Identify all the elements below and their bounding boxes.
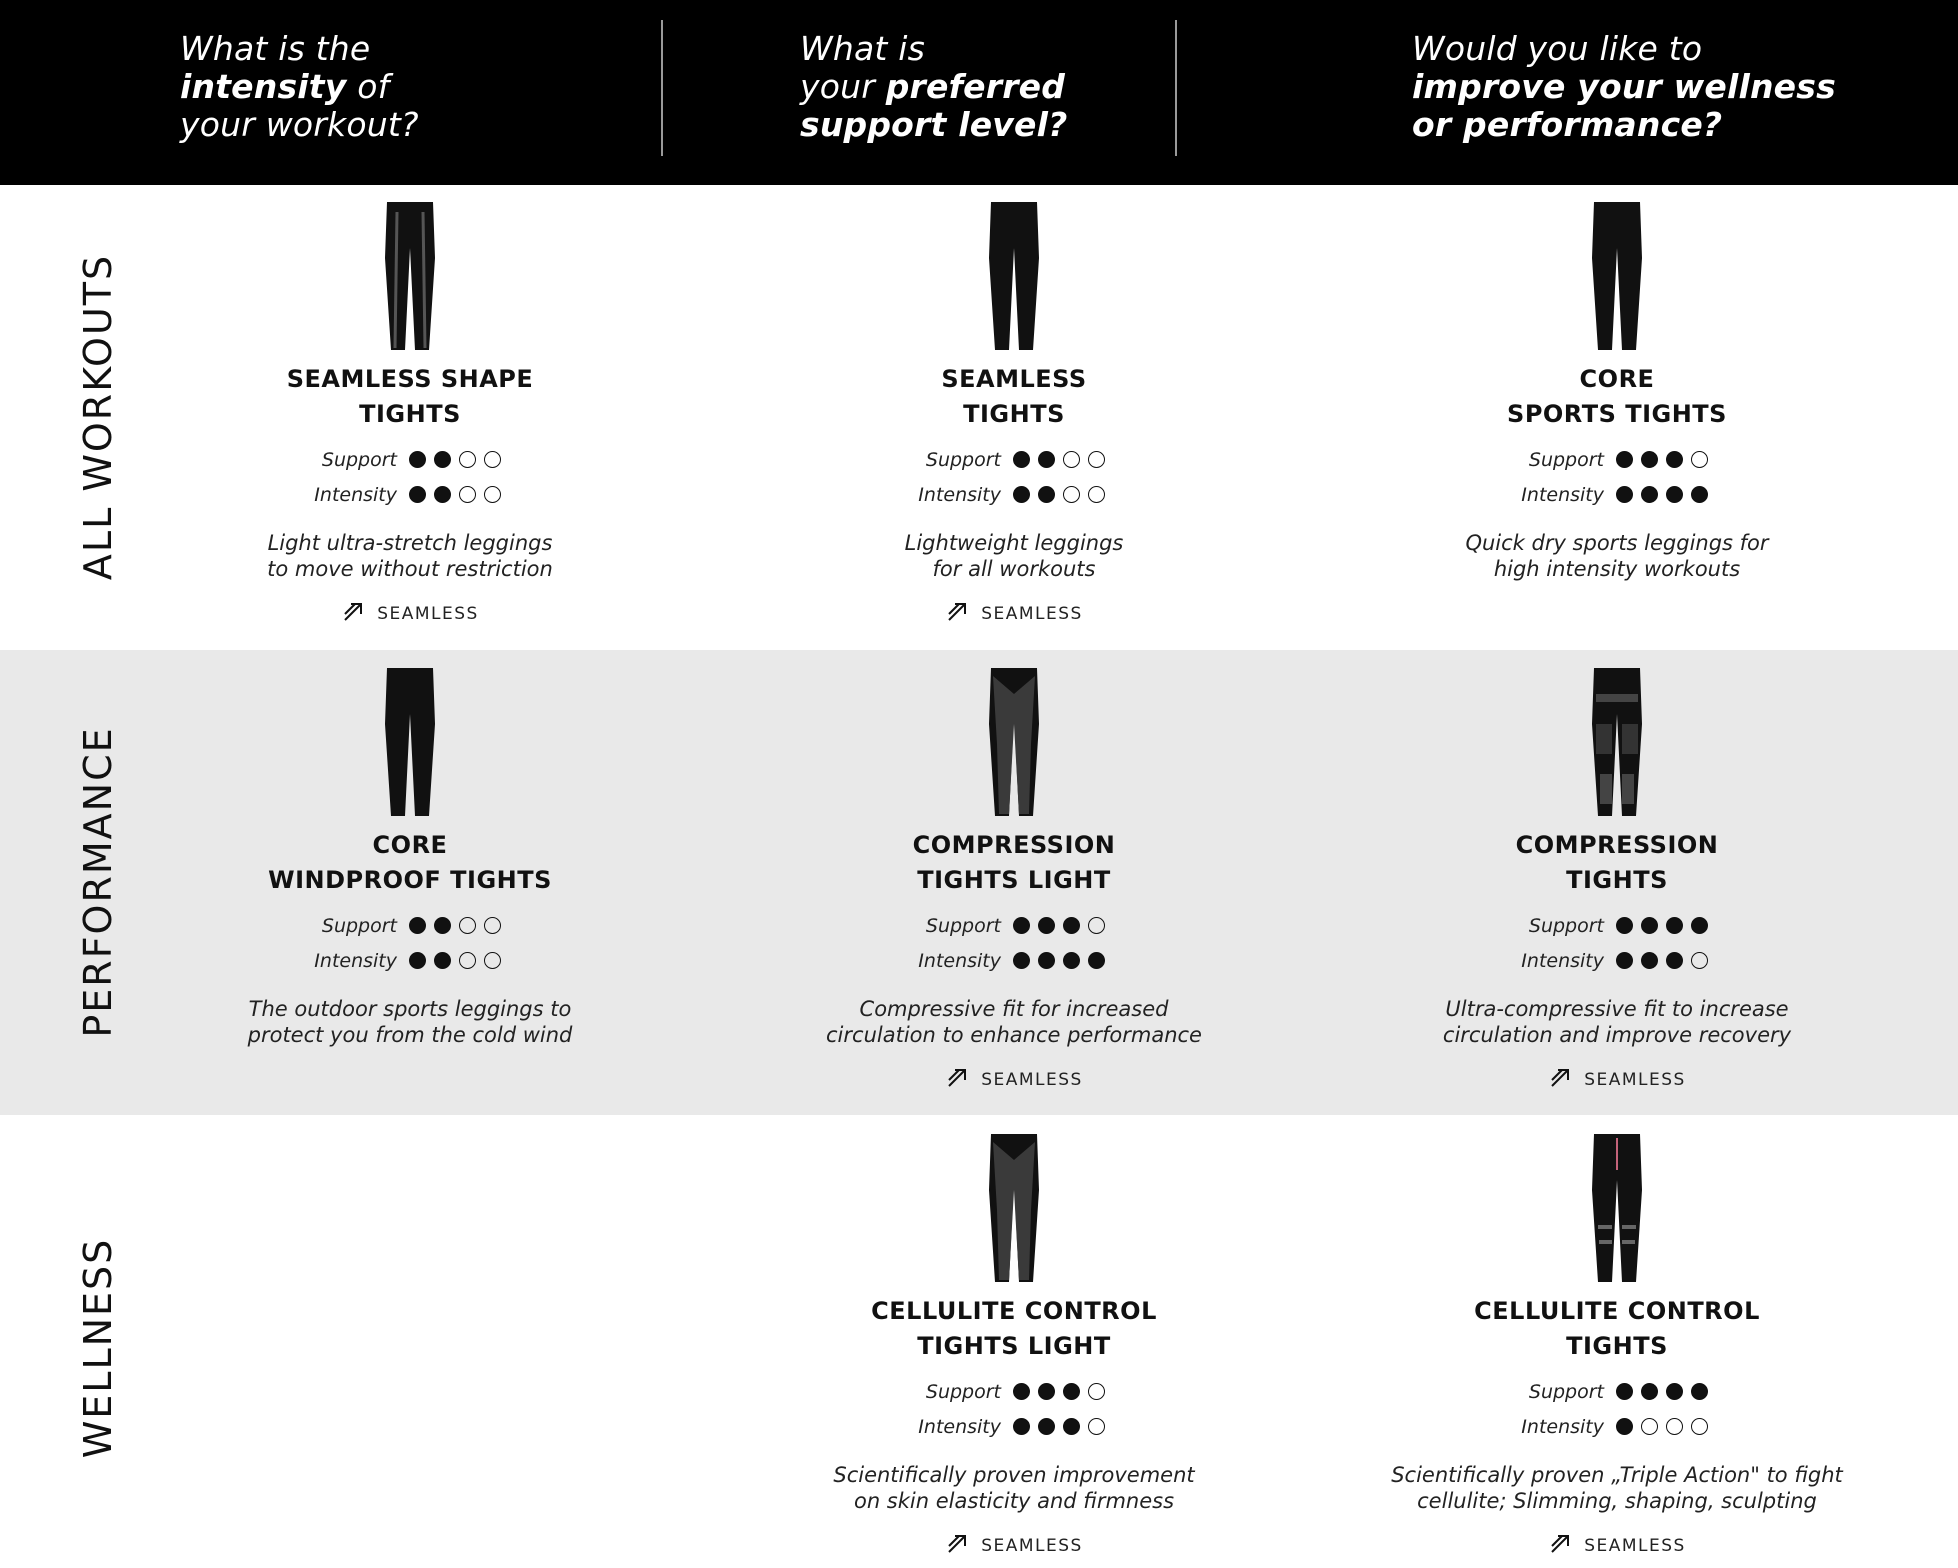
rating-dot: [1088, 1418, 1105, 1435]
support-rating: [784, 442, 1244, 477]
product-description-line1: Scientifically proven „Triple Action" to fight: [1391, 1463, 1843, 1487]
product-name: [180, 362, 640, 432]
product-name-line1: CELLULITE CONTROL: [1474, 1297, 1760, 1325]
rating-dot: [484, 952, 501, 969]
product-description: [180, 996, 640, 1048]
intensity-rating: [784, 477, 1244, 512]
ratings: [180, 908, 640, 978]
rating-dot: [1038, 952, 1055, 969]
leggings-icon: [1387, 198, 1847, 354]
product-description: [1387, 530, 1847, 582]
product-card[interactable]: [784, 1130, 1244, 1561]
rating-dot: [409, 451, 426, 468]
rating-dot: [1691, 486, 1708, 503]
rating-dot: [1063, 486, 1080, 503]
product-name-line1: SEAMLESS: [941, 365, 1087, 393]
header-q2-line3: support level?: [800, 105, 1068, 144]
rating-dot: [1641, 917, 1658, 934]
rating-dot: [1616, 1418, 1633, 1435]
product-card[interactable]: [1387, 1130, 1847, 1561]
support-label: Support: [1528, 1380, 1604, 1403]
rating-dot: [1013, 451, 1030, 468]
product-name-line1: CELLULITE CONTROL: [871, 1297, 1157, 1325]
intensity-dots: [409, 952, 513, 969]
intensity-dots: [1013, 1418, 1117, 1435]
rating-dot: [1088, 917, 1105, 934]
seamless-badge: [784, 1064, 1244, 1095]
header-q1-rest: of: [346, 67, 390, 106]
leggings-icon: [1387, 664, 1847, 820]
header-q2-line1: What is: [800, 29, 925, 68]
support-rating: [180, 442, 640, 477]
support-dots: [1013, 1383, 1117, 1400]
product-description-line1: The outdoor sports leggings to: [248, 997, 572, 1021]
support-rating: [784, 1374, 1244, 1409]
product-description-line1: Ultra-compressive fit to increase: [1445, 997, 1789, 1021]
rating-dot: [1666, 451, 1683, 468]
seamless-label: SEAMLESS: [981, 1535, 1083, 1556]
rating-dot: [1063, 1418, 1080, 1435]
product-card[interactable]: [180, 664, 640, 1048]
support-label: Support: [321, 914, 397, 937]
rating-dot: [434, 952, 451, 969]
product-description: [784, 530, 1244, 582]
rating-dot: [1088, 952, 1105, 969]
rating-dot: [1641, 1418, 1658, 1435]
intensity-label: Intensity: [918, 1415, 1001, 1438]
product-name-line1: COMPRESSION: [1515, 831, 1719, 859]
intensity-dots: [1616, 1418, 1720, 1435]
header-question-intensity: [180, 30, 419, 144]
rating-dot: [1013, 486, 1030, 503]
seamless-arrow-icon: [341, 598, 367, 629]
product-description: [1387, 996, 1847, 1048]
intensity-rating: [180, 943, 640, 978]
ratings: [1387, 908, 1847, 978]
rating-dot: [1063, 917, 1080, 934]
product-name-line1: COMPRESSION: [912, 831, 1116, 859]
support-dots: [1616, 451, 1720, 468]
header-bar: [0, 0, 1958, 185]
intensity-label: Intensity: [918, 483, 1001, 506]
rating-dot: [1038, 1418, 1055, 1435]
product-description-line1: Compressive fit for increased: [859, 997, 1169, 1021]
product-card[interactable]: [784, 198, 1244, 629]
header-q2-line2: [800, 68, 1067, 106]
product-name-line1: CORE: [1579, 365, 1655, 393]
product-name-line2: SPORTS TIGHTS: [1507, 400, 1727, 428]
intensity-label: Intensity: [1521, 1415, 1604, 1438]
header-q2-line2a: your: [800, 67, 886, 106]
support-rating: [180, 908, 640, 943]
rating-dot: [1691, 952, 1708, 969]
rating-dot: [484, 486, 501, 503]
rating-dot: [1616, 486, 1633, 503]
intensity-label: Intensity: [314, 483, 397, 506]
product-description: [180, 530, 640, 582]
rating-dot: [1038, 486, 1055, 503]
seamless-arrow-icon: [945, 1530, 971, 1561]
rating-dot: [1088, 1383, 1105, 1400]
product-card[interactable]: [1387, 664, 1847, 1095]
intensity-rating: [784, 943, 1244, 978]
product-name: [1387, 828, 1847, 898]
support-label: Support: [925, 914, 1001, 937]
support-label: Support: [321, 448, 397, 471]
ratings: [784, 1374, 1244, 1444]
header-q3-line2: improve your wellness: [1412, 67, 1836, 106]
product-name: [784, 828, 1244, 898]
support-label: Support: [1528, 448, 1604, 471]
row-label-text: PERFORMANCE: [76, 726, 120, 1038]
rating-dot: [434, 917, 451, 934]
product-name-line2: TIGHTS LIGHT: [917, 866, 1111, 894]
support-rating: [784, 908, 1244, 943]
seamless-label: SEAMLESS: [981, 1069, 1083, 1090]
rating-dot: [1666, 917, 1683, 934]
support-dots: [1013, 917, 1117, 934]
header-q2-line3-wrap: [800, 106, 1067, 144]
rating-dot: [1088, 486, 1105, 503]
header-q1-line2: [180, 68, 419, 106]
intensity-rating: [1387, 1409, 1847, 1444]
support-dots: [1013, 451, 1117, 468]
rating-dot: [434, 451, 451, 468]
rating-dot: [1666, 952, 1683, 969]
product-name-line2: TIGHTS: [1566, 1332, 1668, 1360]
rating-dot: [459, 917, 476, 934]
support-label: Support: [1528, 914, 1604, 937]
support-dots: [409, 917, 513, 934]
leggings-icon: [180, 198, 640, 354]
rating-dot: [1038, 1383, 1055, 1400]
header-question-wellness: [1412, 30, 1836, 144]
intensity-dots: [1013, 952, 1117, 969]
ratings: [1387, 1374, 1847, 1444]
rating-dot: [1013, 917, 1030, 934]
product-description-line1: Scientifically proven improvement: [833, 1463, 1195, 1487]
seamless-label: SEAMLESS: [1584, 1069, 1686, 1090]
rating-dot: [1063, 1383, 1080, 1400]
header-q2-line2b: preferred: [885, 67, 1066, 106]
intensity-dots: [1616, 952, 1720, 969]
support-rating: [1387, 908, 1847, 943]
product-name-line2: TIGHTS LIGHT: [917, 1332, 1111, 1360]
seamless-badge: [784, 1530, 1244, 1561]
rating-dot: [1691, 917, 1708, 934]
seamless-arrow-icon: [945, 1064, 971, 1095]
row-label-text: WELLNESS: [76, 1237, 120, 1459]
product-name: [180, 828, 640, 898]
product-description-line1: Quick dry sports leggings for: [1465, 531, 1769, 555]
support-label: Support: [925, 1380, 1001, 1403]
rating-dot: [484, 917, 501, 934]
leggings-icon: [784, 198, 1244, 354]
rating-dot: [1691, 451, 1708, 468]
rating-dot: [1616, 952, 1633, 969]
rating-dot: [459, 451, 476, 468]
seamless-label: SEAMLESS: [1584, 1535, 1686, 1556]
rating-dot: [434, 486, 451, 503]
intensity-dots: [1616, 486, 1720, 503]
intensity-rating: [1387, 477, 1847, 512]
rating-dot: [1013, 1418, 1030, 1435]
rating-dot: [1616, 917, 1633, 934]
rating-dot: [1038, 917, 1055, 934]
support-rating: [1387, 442, 1847, 477]
rating-dot: [1666, 1383, 1683, 1400]
support-rating: [1387, 1374, 1847, 1409]
header-divider: [1175, 20, 1177, 156]
rating-dot: [1666, 486, 1683, 503]
ratings: [784, 908, 1244, 978]
rating-dot: [459, 486, 476, 503]
support-dots: [409, 451, 513, 468]
rating-dot: [484, 451, 501, 468]
rating-dot: [1088, 451, 1105, 468]
product-description-line2: circulation to enhance performance: [826, 1023, 1202, 1047]
intensity-label: Intensity: [314, 949, 397, 972]
leggings-icon: [784, 664, 1244, 820]
product-name-line2: TIGHTS: [963, 400, 1065, 428]
rating-dot: [409, 486, 426, 503]
ratings: [1387, 442, 1847, 512]
row-label-text: ALL WORKOUTS: [76, 253, 120, 581]
intensity-rating: [784, 1409, 1244, 1444]
seamless-label: SEAMLESS: [377, 603, 479, 624]
product-name-line1: CORE: [372, 831, 448, 859]
rating-dot: [1616, 1383, 1633, 1400]
product-description-line1: Light ultra-stretch leggings: [267, 531, 553, 555]
intensity-label: Intensity: [1521, 483, 1604, 506]
rating-dot: [1691, 1383, 1708, 1400]
product-name: [784, 362, 1244, 432]
header-q3-line3: or performance?: [1412, 105, 1723, 144]
ratings: [180, 442, 640, 512]
intensity-label: Intensity: [918, 949, 1001, 972]
seamless-label: SEAMLESS: [981, 603, 1083, 624]
product-description-line2: high intensity workouts: [1493, 557, 1741, 581]
header-divider: [661, 20, 663, 156]
product-card[interactable]: [1387, 198, 1847, 582]
header-q1-line3: your workout?: [180, 105, 419, 144]
product-name: [784, 1294, 1244, 1364]
rating-dot: [1063, 952, 1080, 969]
rating-dot: [1013, 952, 1030, 969]
product-description-line2: for all workouts: [932, 557, 1096, 581]
product-description: [784, 1462, 1244, 1514]
product-name: [1387, 1294, 1847, 1364]
header-q3-line2-wrap: [1412, 68, 1836, 106]
rating-dot: [1616, 451, 1633, 468]
product-name: [1387, 362, 1847, 432]
header-q3-line3-wrap: [1412, 106, 1836, 144]
rating-dot: [1641, 1383, 1658, 1400]
rating-dot: [1691, 1418, 1708, 1435]
seamless-arrow-icon: [1548, 1064, 1574, 1095]
support-label: Support: [925, 448, 1001, 471]
product-description: [1387, 1462, 1847, 1514]
product-name-line2: TIGHTS: [359, 400, 461, 428]
support-dots: [1616, 1383, 1720, 1400]
ratings: [784, 442, 1244, 512]
leggings-icon: [1387, 1130, 1847, 1286]
product-description-line2: circulation and improve recovery: [1442, 1023, 1792, 1047]
intensity-dots: [409, 486, 513, 503]
product-card[interactable]: [784, 664, 1244, 1095]
leggings-icon: [784, 1130, 1244, 1286]
seamless-badge: [1387, 1064, 1847, 1095]
product-description: [784, 996, 1244, 1048]
product-description-line2: protect you from the cold wind: [247, 1023, 573, 1047]
product-name-line2: WINDPROOF TIGHTS: [268, 866, 552, 894]
rating-dot: [1641, 952, 1658, 969]
rating-dot: [1666, 1418, 1683, 1435]
rating-dot: [1038, 451, 1055, 468]
seamless-badge: [1387, 1530, 1847, 1561]
rating-dot: [409, 917, 426, 934]
seamless-arrow-icon: [945, 598, 971, 629]
intensity-dots: [1013, 486, 1117, 503]
header-q3-line1: Would you like to: [1412, 29, 1703, 68]
header-question-support: [800, 30, 1067, 144]
rating-dot: [1013, 1383, 1030, 1400]
rating-dot: [1641, 451, 1658, 468]
rating-dot: [1641, 486, 1658, 503]
header-q1-bold: intensity: [180, 67, 347, 106]
seamless-arrow-icon: [1548, 1530, 1574, 1561]
rating-dot: [409, 952, 426, 969]
product-description-line2: on skin elasticity and firmness: [853, 1489, 1175, 1513]
seamless-badge: [180, 598, 640, 629]
intensity-rating: [180, 477, 640, 512]
product-name-line1: SEAMLESS SHAPE: [286, 365, 534, 393]
rating-dot: [1063, 451, 1080, 468]
product-description-line2: cellulite; Slimming, shaping, sculpting: [1417, 1489, 1817, 1513]
support-dots: [1616, 917, 1720, 934]
product-card[interactable]: [180, 198, 640, 629]
intensity-rating: [1387, 943, 1847, 978]
product-description-line2: to move without restriction: [267, 557, 553, 581]
seamless-badge: [784, 598, 1244, 629]
product-description-line1: Lightweight leggings: [904, 531, 1124, 555]
leggings-icon: [180, 664, 640, 820]
product-name-line2: TIGHTS: [1566, 866, 1668, 894]
header-q1-line1: What is the: [180, 29, 371, 68]
intensity-label: Intensity: [1521, 949, 1604, 972]
rating-dot: [459, 952, 476, 969]
